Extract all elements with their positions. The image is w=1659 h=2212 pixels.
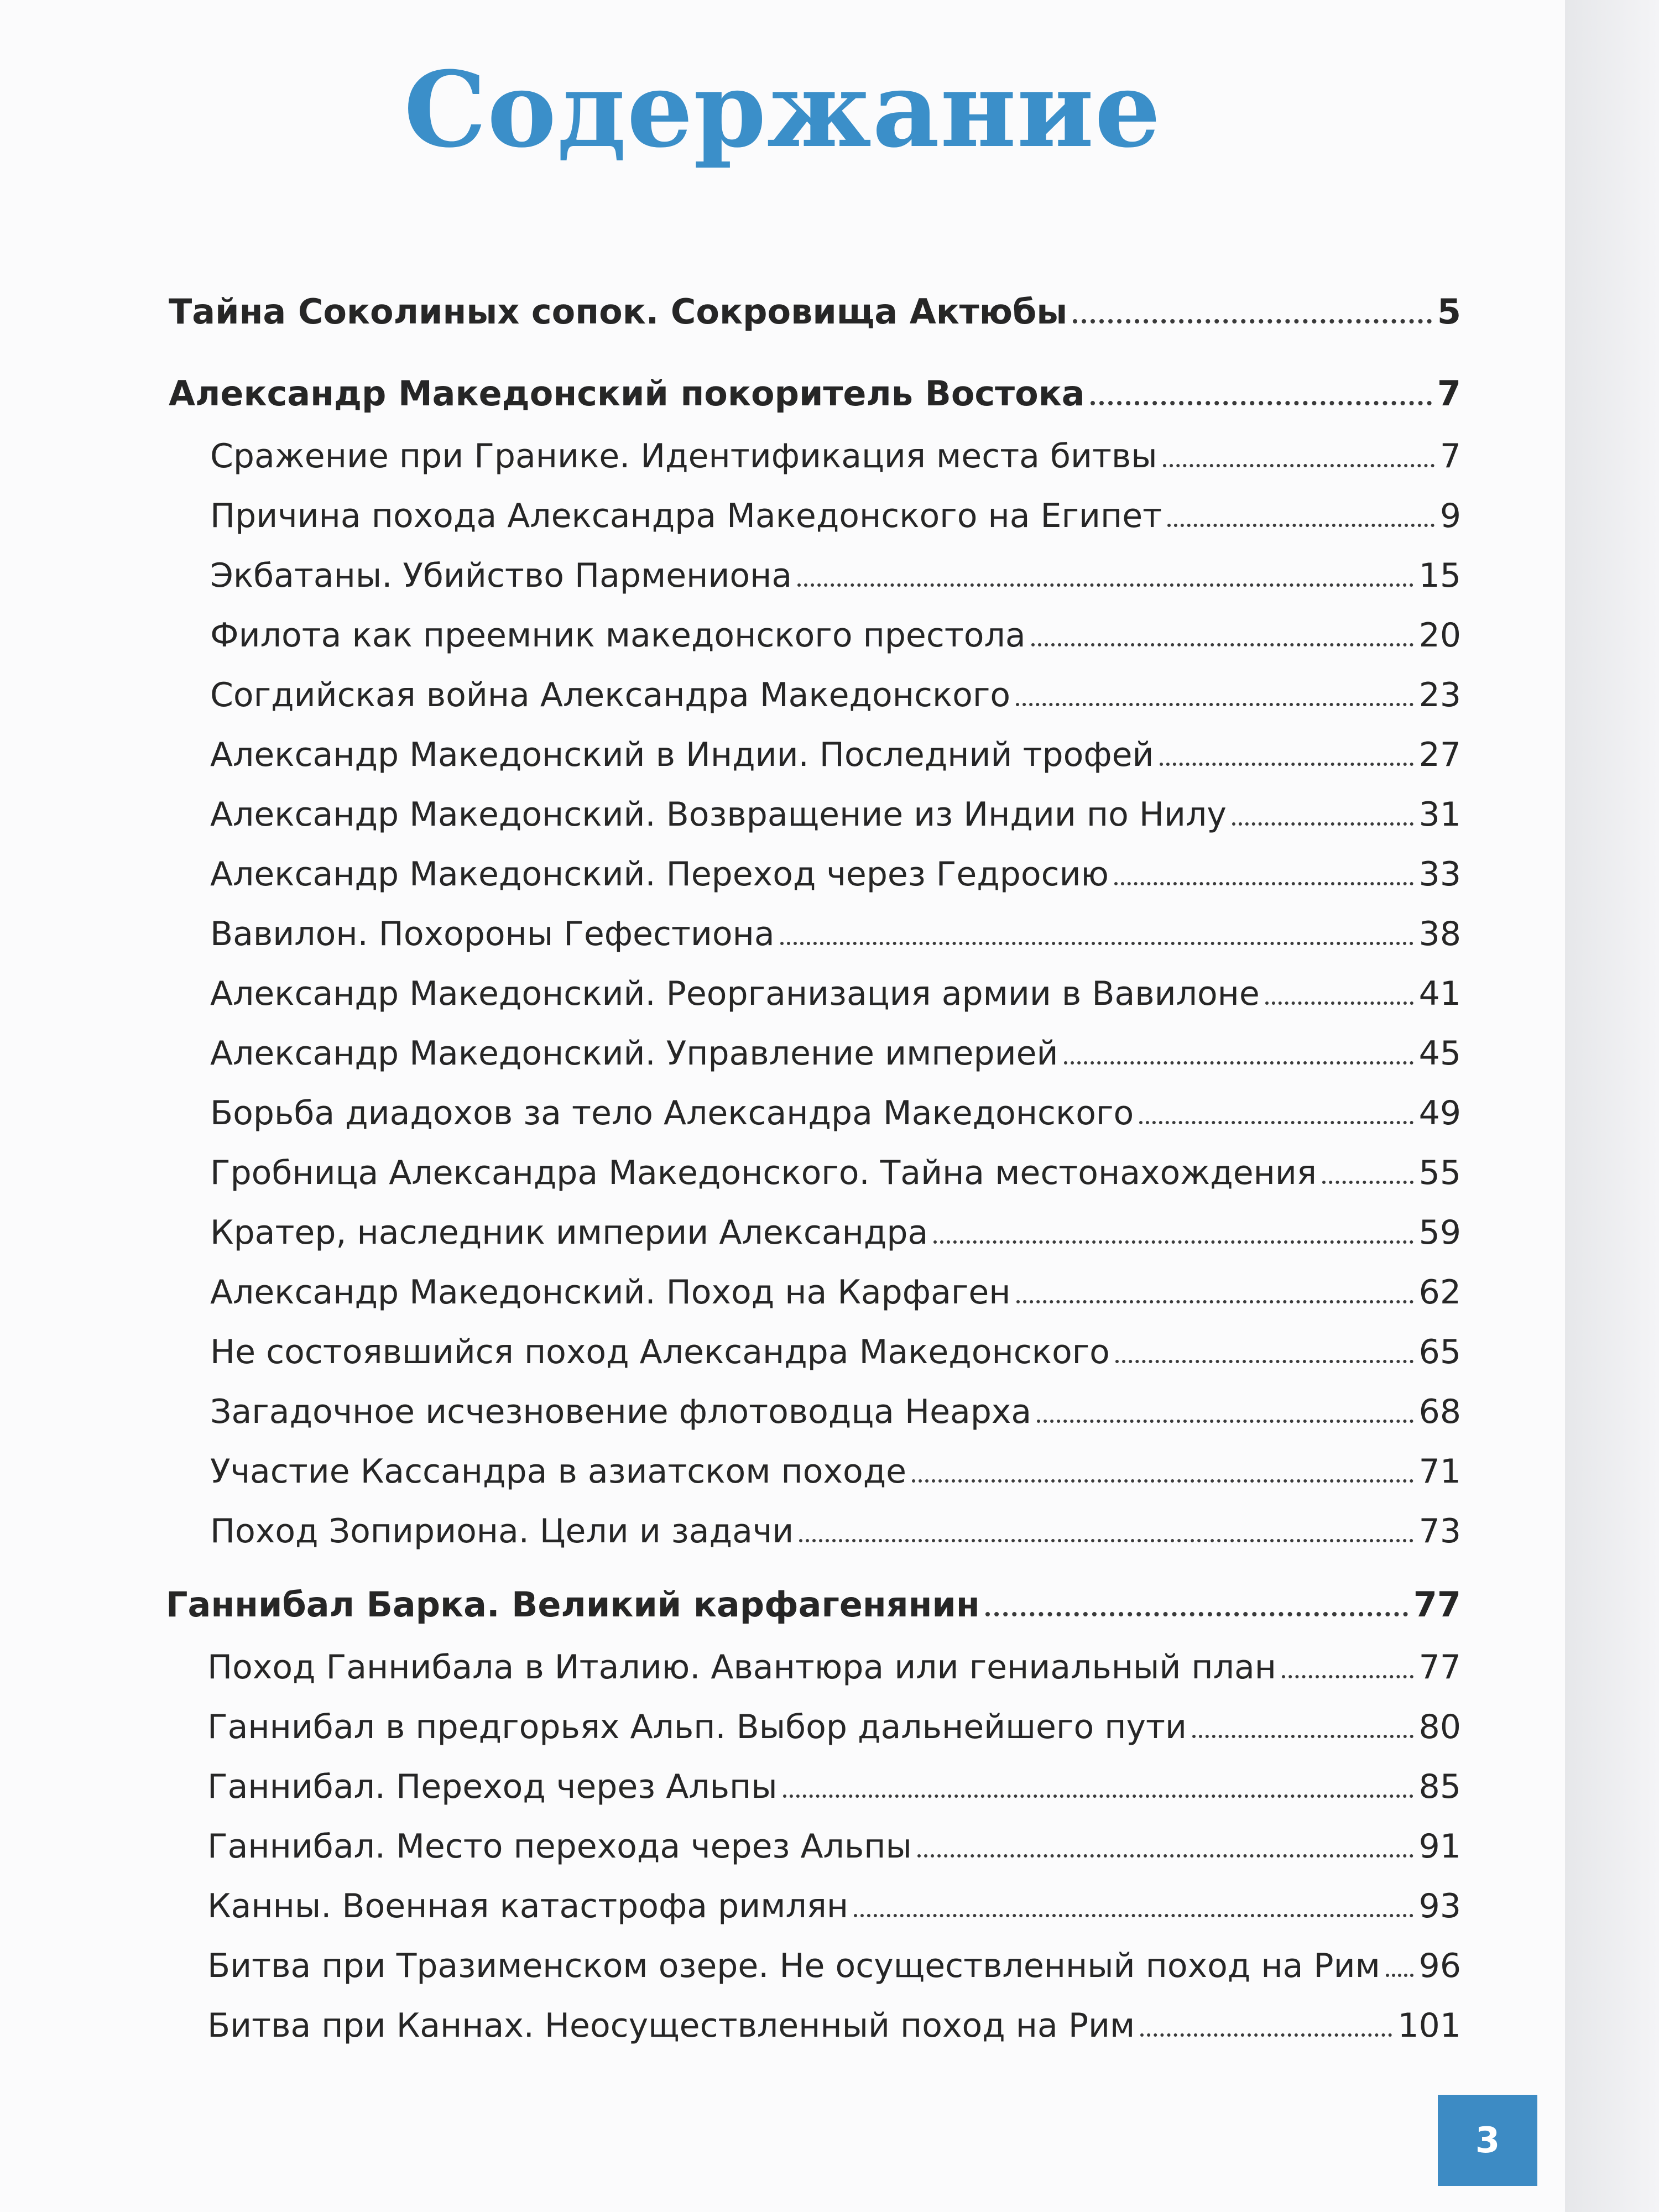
toc-item	[210, 676, 1461, 714]
toc-item-title: Александр Македонский. Поход на Карфаген	[210, 1273, 1011, 1312]
toc-item	[207, 1708, 1461, 1746]
toc-item-title: Филота как преемник македонского престола	[210, 616, 1026, 655]
toc-item-page: 38	[1418, 915, 1461, 953]
toc-item	[210, 735, 1461, 774]
toc-item	[207, 2006, 1461, 2045]
toc-item	[210, 974, 1461, 1013]
toc-item-title: Сражение при Гранике. Идентификация места битвы	[210, 437, 1157, 476]
toc-item	[210, 915, 1461, 953]
dot-leader	[1114, 882, 1413, 885]
toc-item	[210, 437, 1461, 476]
toc-item-page: 7	[1439, 437, 1461, 476]
toc-item	[210, 616, 1461, 655]
toc-item-page: 68	[1418, 1392, 1461, 1431]
toc-item-page: 15	[1418, 556, 1461, 595]
toc-item	[210, 1273, 1461, 1312]
toc-item	[210, 795, 1461, 834]
page-edge	[1565, 0, 1659, 2212]
dot-leader	[1322, 1181, 1413, 1184]
toc-section-page: 77	[1413, 1584, 1461, 1625]
toc-item-title: Александр Македонский в Индии. Последний трофей	[210, 735, 1154, 774]
toc-item	[210, 1094, 1461, 1133]
toc-item-title: Поход Ганнибала в Италию. Авантюра или гениальный план	[207, 1648, 1276, 1687]
toc-item-title: Причина похода Александра Македонского на Египет	[210, 497, 1162, 535]
toc-item-page: 9	[1439, 497, 1461, 535]
toc-item-page: 71	[1418, 1452, 1461, 1491]
toc-item	[207, 1887, 1461, 1926]
toc-item-page: 27	[1418, 735, 1461, 774]
toc-item	[210, 1392, 1461, 1431]
toc-item-page: 80	[1418, 1708, 1461, 1746]
toc-item-title: Александр Македонский. Управление империей	[210, 1034, 1058, 1073]
toc-item-title: Участие Кассандра в азиатском походе	[210, 1452, 907, 1491]
toc-item-title: Борьба диадохов за тело Александра Македонского	[210, 1094, 1134, 1133]
toc-item-title: Битва при Тразименском озере. Не осуществленный поход на Рим	[207, 1947, 1380, 1985]
toc-item	[210, 1034, 1461, 1073]
toc-section	[169, 373, 1461, 414]
dot-leader	[797, 583, 1413, 587]
toc-section-title: Ганнибал Барка. Великий карфагенянин	[166, 1584, 980, 1625]
toc-section-title: Александр Македонский покоритель Востока	[169, 373, 1085, 414]
dot-leader	[1282, 1675, 1413, 1678]
toc-item-title: Ганнибал. Переход через Альпы	[207, 1767, 778, 1806]
dot-leader	[917, 1854, 1413, 1858]
dot-leader	[783, 1794, 1413, 1798]
dot-leader	[1160, 763, 1413, 766]
toc-item-page: 85	[1418, 1767, 1461, 1806]
toc-item-title: Согдийская война Александра Македонского	[210, 676, 1011, 714]
toc-item	[210, 1333, 1461, 1371]
toc-item-page: 23	[1418, 676, 1461, 714]
toc-item-page: 45	[1418, 1034, 1461, 1073]
toc-item-title: Гробница Александра Македонского. Тайна местонахождения	[210, 1154, 1317, 1192]
dot-leader	[854, 1914, 1413, 1917]
toc-item-page: 62	[1418, 1273, 1461, 1312]
dot-leader	[1265, 1001, 1413, 1005]
dot-leader	[1163, 464, 1434, 467]
toc-item-page: 41	[1418, 974, 1461, 1013]
toc-item-page: 65	[1418, 1333, 1461, 1371]
toc-item-title: Ганнибал. Место перехода через Альпы	[207, 1827, 912, 1866]
toc-item-page: 101	[1397, 2006, 1461, 2045]
dot-leader	[1232, 822, 1413, 826]
dot-leader	[799, 1539, 1413, 1542]
toc-item-title: Загадочное исчезновение флотоводца Неарха	[210, 1392, 1032, 1431]
toc-item	[210, 1213, 1461, 1252]
dot-leader	[780, 942, 1413, 945]
dot-leader	[1016, 703, 1413, 706]
toc-item	[210, 855, 1461, 894]
dot-leader	[933, 1240, 1413, 1244]
toc-item-page: 77	[1418, 1648, 1461, 1687]
dot-leader	[985, 1612, 1408, 1616]
toc-item-title: Поход Зопириона. Цели и задачи	[210, 1512, 794, 1551]
toc-section-page: 7	[1437, 373, 1461, 414]
toc-item-title: Канны. Военная катастрофа римлян	[207, 1887, 849, 1926]
dot-leader	[1037, 1420, 1413, 1423]
toc-item	[210, 1512, 1461, 1551]
toc-item-page: 20	[1418, 616, 1461, 655]
dot-leader	[1031, 643, 1413, 646]
toc-item	[207, 1827, 1461, 1866]
toc-item-title: Экбатаны. Убийство Пармениона	[210, 556, 792, 595]
dot-leader	[1115, 1360, 1413, 1363]
toc-item-page: 93	[1418, 1887, 1461, 1926]
toc-item-title: Вавилон. Похороны Гефестиона	[210, 915, 775, 953]
toc-item-page: 59	[1418, 1213, 1461, 1252]
dot-leader	[1064, 1061, 1413, 1065]
toc-section-title: Тайна Соколиных сопок. Сокровища Актюбы	[169, 291, 1068, 332]
toc-item	[210, 497, 1461, 535]
toc-item-title: Александр Македонский. Переход через Гедросию	[210, 855, 1109, 894]
toc-item-page: 31	[1418, 795, 1461, 834]
dot-leader	[1140, 2033, 1392, 2037]
toc-item-page: 96	[1418, 1947, 1461, 1985]
toc-item	[210, 1452, 1461, 1491]
dot-leader	[912, 1479, 1413, 1483]
dot-leader	[1192, 1735, 1413, 1738]
toc-item	[210, 1154, 1461, 1192]
toc-item-page: 91	[1418, 1827, 1461, 1866]
toc-item-title: Александр Македонский. Реорганизация армии в Вавилоне	[210, 974, 1260, 1013]
toc-item-title: Кратер, наследник империи Александра	[210, 1213, 928, 1252]
page-number-badge: 3	[1438, 2095, 1537, 2186]
toc-item	[207, 1947, 1461, 1985]
dot-leader	[1386, 1974, 1413, 1977]
toc-item	[207, 1648, 1461, 1687]
toc-item-page: 55	[1418, 1154, 1461, 1192]
dot-leader	[1139, 1121, 1413, 1124]
toc-item	[207, 1767, 1461, 1806]
toc-item-title: Ганнибал в предгорьях Альп. Выбор дальнейшего пути	[207, 1708, 1187, 1746]
toc-section	[169, 291, 1461, 332]
page-title: Содержание	[404, 49, 1161, 171]
dot-leader	[1091, 401, 1432, 405]
toc-item-page: 73	[1418, 1512, 1461, 1551]
dot-leader	[1016, 1300, 1413, 1303]
toc-item-page: 33	[1418, 855, 1461, 894]
toc-item-title: Не состоявшийся поход Александра Македонского	[210, 1333, 1110, 1371]
dot-leader	[1073, 319, 1432, 324]
dot-leader	[1167, 524, 1434, 527]
toc-item-title: Битва при Каннах. Неосуществленный поход на Рим	[207, 2006, 1135, 2045]
toc-item-title: Александр Македонский. Возвращение из Индии по Нилу	[210, 795, 1227, 834]
toc-section-page: 5	[1437, 291, 1461, 332]
toc-section	[166, 1584, 1461, 1625]
toc-item-page: 49	[1418, 1094, 1461, 1133]
toc-item	[210, 556, 1461, 595]
